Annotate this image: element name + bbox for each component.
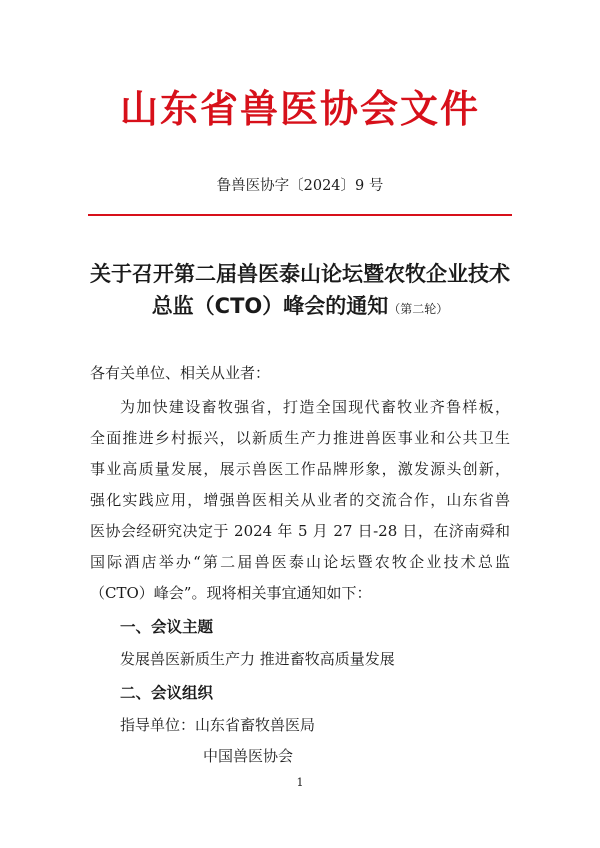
- intro-line: （CTO）峰会”。现将相关事宜通知如下：: [90, 584, 372, 602]
- document-header-title: 山东省兽医协会文件: [119, 86, 480, 131]
- intro-line: 医协会经研究决定于 2024 年 5 月 27 日-28 日，在济南舜和: [90, 522, 510, 540]
- guide-units-row: [120, 714, 540, 735]
- intro-line: 强化实践应用，增强兽医相关从业者的交流合作，山东省兽: [90, 491, 510, 509]
- section-heading-theme: 一、会议主题: [120, 618, 214, 636]
- document-number: 鲁兽医协字〔2024〕9 号: [216, 178, 384, 194]
- notice-title-main: 总监（CTO）峰会的通知: [151, 294, 389, 318]
- section-heading-organization: 二、会议组织: [120, 684, 214, 702]
- notice-round-tag: （第二轮）: [388, 302, 449, 316]
- intro-line: 国际酒店举办“第二届兽医泰山论坛暨农牧企业技术总监: [90, 553, 510, 571]
- guide-unit-2: 中国兽医协会: [203, 747, 294, 765]
- notice-title-line-2: [60, 290, 540, 325]
- page-number: 1: [296, 776, 304, 789]
- notice-title-line-1: 关于召开第二届兽医泰山论坛暨农牧企业技术: [90, 262, 510, 286]
- red-divider: [88, 214, 512, 216]
- theme-text: 发展兽医新质生产力 推进畜牧高质量发展: [120, 650, 395, 668]
- guide-unit-1: 山东省畜牧兽医局: [195, 716, 316, 734]
- guide-label: 指导单位：: [120, 716, 196, 734]
- salutation: 各有关单位、相关从业者：: [90, 364, 271, 382]
- intro-line: 为加快建设畜牧强省，打造全国现代畜牧业齐鲁样板，: [120, 398, 510, 416]
- intro-line: 全面推进乡村振兴，以新质生产力推进兽医事业和公共卫生: [90, 429, 510, 447]
- intro-line: 事业高质量发展，展示兽医工作品牌形象，激发源头创新，: [90, 460, 510, 478]
